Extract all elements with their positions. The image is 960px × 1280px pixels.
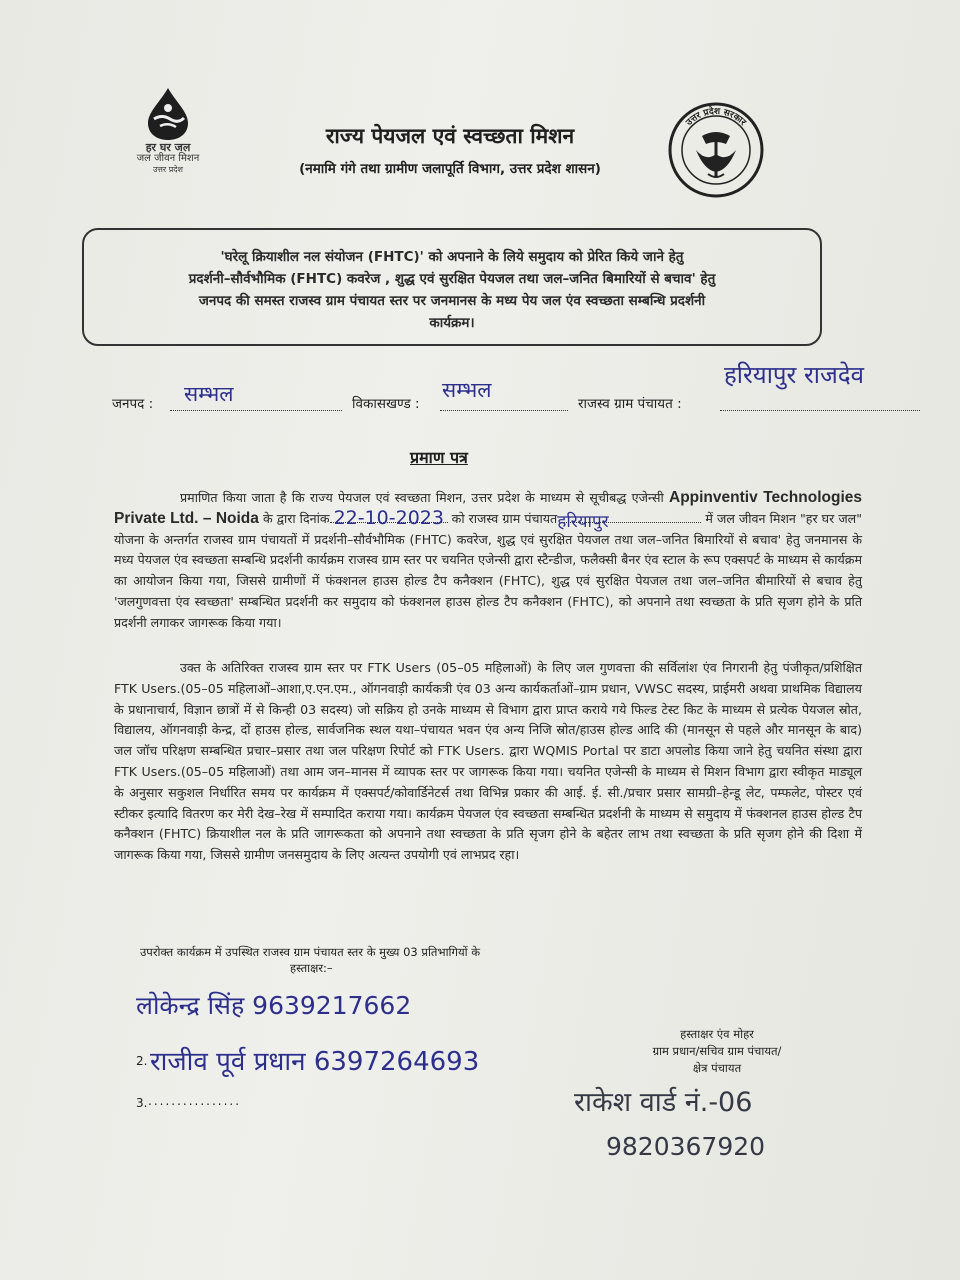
village-value[interactable]: हरियापुर bbox=[557, 511, 609, 532]
official-signature-phone[interactable]: 9820367920 bbox=[606, 1132, 766, 1161]
janpad-line bbox=[170, 410, 342, 411]
para1-text-a: प्रमाणित किया जाता है कि राज्य पेयजल एवं स्वच्छता मिशन, उत्तर प्रदेश के माध्यम से सूचीबद्ध एजेन्सी bbox=[180, 490, 664, 505]
official-signature-block bbox=[612, 1026, 822, 1077]
participants-line-2: हस्ताक्षर:– bbox=[290, 961, 333, 975]
sig-label-1: हस्ताक्षर एंव मोहर bbox=[680, 1027, 754, 1041]
subject-box bbox=[82, 228, 822, 346]
vikas-label: विकासखण्ड : bbox=[352, 396, 420, 412]
participants-intro bbox=[140, 944, 600, 976]
subject-line-3: जनपद की समस्त राजस्व ग्राम पंचायत स्तर पर जनमानस के मध्य पेय जल एंव स्वच्छता सम्बन्धि प्रदर्शनी bbox=[198, 293, 706, 309]
gram-label: राजस्व ग्राम पंचायत : bbox=[578, 396, 682, 412]
date-value[interactable]: 22-10-2023 bbox=[333, 506, 444, 529]
page-title: राज्य पेयजल एवं स्वच्छता मिशन bbox=[325, 124, 575, 148]
subject-line-1: 'घरेलू क्रियाशील नल संयोजन (FHTC)' को अपनाने के लिये समुदाय को प्रेरित किये जाने हेतु bbox=[220, 249, 684, 265]
location-fields bbox=[112, 361, 932, 422]
participant-2-number: 2. bbox=[136, 1054, 148, 1068]
participant-1-signature[interactable]: लोकेन्द्र सिंह 9639217662 bbox=[136, 991, 412, 1020]
sig-label-2: ग्राम प्रधान/सचिव ग्राम पंचायत/ bbox=[652, 1044, 782, 1058]
sig-label-3: क्षेत्र पंचायत bbox=[692, 1061, 742, 1075]
participant-3-number: 3. bbox=[136, 1096, 148, 1110]
header-title-block bbox=[220, 122, 680, 177]
gram-value[interactable]: हरियापुर राजदेव bbox=[724, 361, 864, 389]
para1-text-b: के द्वारा दिनांक bbox=[262, 510, 330, 526]
vikas-line bbox=[440, 410, 568, 411]
subject-line-4: कार्यक्रम। bbox=[429, 315, 475, 331]
participants-line-1: उपरोक्त कार्यक्रम में उपस्थित राजस्व ग्राम पंचायत स्तर के मुख्य 03 प्रतिभागियों के bbox=[140, 945, 481, 959]
water-drop-icon bbox=[140, 86, 196, 142]
janpad-value[interactable]: सम्भल bbox=[184, 382, 234, 406]
logo-caption-1: हर घर जल bbox=[145, 141, 191, 154]
har-ghar-jal-logo bbox=[128, 86, 208, 175]
participant-3-dotted-line: ................ bbox=[148, 1094, 242, 1108]
vikas-value[interactable]: सम्भल bbox=[442, 378, 492, 402]
official-signature-name[interactable]: राकेश वार्ड नं.-06 bbox=[574, 1087, 753, 1118]
para1-text-d: में जल जीवन मिशन "हर घर जल" योजना के अन्तर्गत राजस्व ग्राम पंचायतों में प्रदर्शनी–सौर्वभौमिक (FHTC) कवरेज, शुद्ध एवं सुरक्षित पेयजल तथा जल–जनित बिमारियों से बचाव' हेतु जनमानस के मध्य पेयजल एंव स्वच्छता सम्बन्धि प्रदर्शनी कार्यक्रम राजस्व ग्राम स्तर पर चयनित एजेन्सी द्वारा स्टैन्डीज, फलैक्सी बैनर एंव स्टाल के रूप एक्सपर्ट के माध्यम से कार्यक्रम का आयोजन किया गया, जिससे ग्रामीणों में फंक्शनल हाउस होल्ड टैप कनैक्शन (FHTC), शुद्ध एवं सुरक्षित पेयजल तथा जल–जनित बीमारियों से बचाव हेतु 'जलगुणवत्ता एंव स्वच्छता' सम्बन्धित प्रदर्शनी कर समुदाय को फंक्शनल हाउस होल्ड टैप कनैक्शन (FHTC), को अपनाने तथा स्वच्छता के प्रति सृजग होने के प्रति प्रदर्शनी लगाकर जागरूक किया गया। bbox=[114, 510, 863, 630]
up-government-emblem bbox=[666, 100, 766, 200]
para2-text: उक्त के अतिरिक्त राजस्व ग्राम स्तर पर FTK Users (05–05 महिलाओं) के लिए जल गुणवत्ता की सर्विलांश एंव निगरानी हेतु पंजीकृत/प्रशिक्षित FTK Users.(05–05 महिलाओं–आशा,ए.एन.एम., ऑगनवाड़ी कार्यकत्री एंव 03 अन्य कार्यकर्ताओं–ग्राम प्रधान, VWSC सदस्य, प्राईमरी अथवा प्राथमिक विद्यालय के प्रधानाचार्य, विज्ञान छात्रों में से किन्ही 03 सदस्य) जो सक्रिय हो उनके माध्यम से विभाग द्वारा प्राप्त कराये गये फिल्ड टेस्ट किट के माध्यम से प्रत्येक पेयजल स्रोत, विद्यालय, ऑगनवाड़ी केन्द्र, दों हाउस होल्ड, सार्वजनिक स्थल यथा–पंचायत भवन एंव अन्य निजि स्रोत/हाउस होल्ड आदि की (मानसून से पहले और मानसून के बाद) जल जॉच परिक्षण सम्बन्धित प्रचार–प्रसार तथा जल परिक्षण रिपोर्ट को FTK Users. द्वारा WQMIS Portal पर डाटा अपलोड किया जाने हेतु चयनित संस्था द्वारा FTK Users.(05–05 महिलाओं) तथा आम जन–मानस में व्यापक स्तर पर जागरूक किया गया। चयनित एजेन्सी के माध्यम से मिशन विभाग द्वारा स्वीकृत माड्यूल के अनुसार सकुशल निर्धारित समय पर कार्यक्रम में एक्सपर्ट/कोवार्डिनेटर्स तथा विभिन्न प्रकार की आई. ई. सी./प्रचार प्रसार सामग्री–हेन्डू लेट, पम्फलेट, पोस्टर एवं स्टीकर इत्यादि वितरण कर मेरी देख–रेख में सम्पादित कराया गया। कार्यक्रम पेयजल एंव स्वच्छता सम्बन्धित प्रदर्शनी के माध्यम से समुदाय में फंक्शनल हाउस होल्ड टैप कनैक्शन (FHTC) क्रियाशील नल के प्रति जागरूकता को अपनाने तथा स्वच्छता के प्रति सृजग होने के बहेतर लाभ तथा स्वच्छता के प्रति सृजग होने की दिशा में जागरूक किया गया, जिससे ग्रामीण जनसमुदाय के लिए अत्यन्त उपयोगी एवं लाभप्रद रहा। bbox=[114, 660, 862, 863]
participant-2-signature[interactable]: राजीव पूर्व प्रधान 6397264693 bbox=[150, 1047, 480, 1077]
subject-line-2: प्रदर्शनी–सौर्वभौमिक (FHTC) कवरेज , शुद्ध एवं सुरक्षित पेयजल तथा जल–जनित बिमारियों से बचाव' हेतु bbox=[188, 271, 716, 287]
certificate-paragraph-1 bbox=[114, 488, 862, 634]
logo-caption-2: जल जीवन मिशन bbox=[136, 153, 200, 164]
page-subtitle: (नमामि गंगे तथा ग्रामीण जलापूर्ति विभाग, उत्तर प्रदेश शासन) bbox=[299, 161, 601, 177]
gram-line bbox=[720, 410, 920, 411]
village-line bbox=[557, 511, 701, 532]
agency-name: Appinventiv Technologies Private Ltd. – Noida bbox=[114, 489, 862, 527]
date-line bbox=[330, 506, 448, 529]
certificate-paragraph-2 bbox=[114, 658, 862, 866]
emblem-seal-icon bbox=[666, 100, 766, 200]
logo-caption-3: उत्तर प्रदेश bbox=[153, 165, 183, 174]
emblem-text: उत्तर प्रदेश सरकार bbox=[684, 106, 748, 128]
certificate-heading: प्रमाण पत्र bbox=[410, 448, 468, 467]
para1-text-c: को राजस्व ग्राम पंचायत bbox=[451, 510, 558, 526]
janpad-label: जनपद : bbox=[112, 396, 154, 412]
